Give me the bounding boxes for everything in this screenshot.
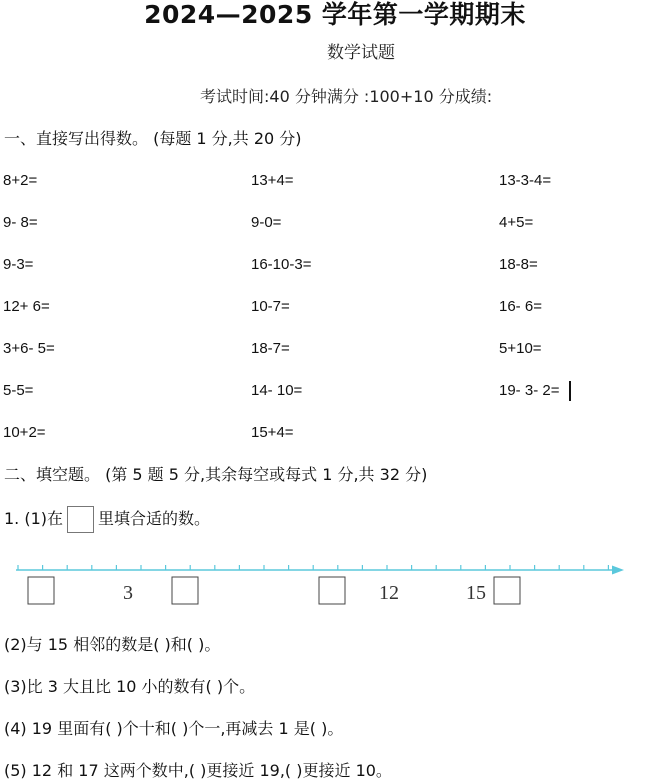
calc-item: 16- 6= xyxy=(499,298,542,315)
question-1-suffix: 里填合适的数。 xyxy=(98,509,211,528)
calc-item-with-cursor[interactable] xyxy=(499,380,571,402)
question-3: (3)比 3 大且比 10 小的数有( )个。 xyxy=(4,677,256,696)
question-4: (4) 19 里面有( )个十和( )个一,再减去 1 是( )。 xyxy=(4,719,344,738)
calc-row xyxy=(3,422,663,464)
calc-item: 10+2= xyxy=(3,424,46,441)
question-2: (2)与 15 相邻的数是( )和( )。 xyxy=(4,635,221,654)
number-line-label-15: 15 xyxy=(466,582,486,604)
number-line xyxy=(0,556,670,616)
answer-box-3[interactable] xyxy=(319,577,345,604)
calc-item: 9-3= xyxy=(3,256,34,273)
calc-row xyxy=(3,380,663,422)
calc-item: 16-10-3= xyxy=(251,256,312,273)
calc-item: 18-8= xyxy=(499,256,538,273)
section-1-heading: 一、直接写出得数。 (每题 1 分,共 20 分) xyxy=(4,129,302,148)
calc-item: 9- 8= xyxy=(3,214,38,231)
question-1-prefix: 1. (1)在 xyxy=(4,509,64,528)
calculation-grid xyxy=(3,170,663,464)
answer-box-sample xyxy=(67,506,94,533)
answer-box-2[interactable] xyxy=(172,577,198,604)
calc-item: 13-3-4= xyxy=(499,172,552,189)
answer-box-1[interactable] xyxy=(28,577,54,604)
calc-item: 4+5= xyxy=(499,214,534,231)
calc-row xyxy=(3,338,663,380)
calc-row xyxy=(3,212,663,254)
calc-row xyxy=(3,296,663,338)
question-1 xyxy=(4,506,210,533)
calc-item: 5-5= xyxy=(3,382,34,399)
number-line-label-12: 12 xyxy=(379,582,399,604)
exam-title: 2024—2025 学年第一学期期末 xyxy=(144,0,526,29)
calc-item: 13+4= xyxy=(251,172,294,189)
answer-box-4[interactable] xyxy=(494,577,520,604)
number-line-label-3: 3 xyxy=(123,582,133,604)
question-5: (5) 12 和 17 这两个数中,( )更接近 19,( )更接近 10。 xyxy=(4,761,392,780)
text-cursor xyxy=(569,381,571,401)
calc-item: 15+4= xyxy=(251,424,294,441)
calc-row xyxy=(3,254,663,296)
number-line-arrow xyxy=(612,566,624,575)
calc-item: 12+ 6= xyxy=(3,298,50,315)
calc-item: 9-0= xyxy=(251,214,282,231)
calc-item: 14- 10= xyxy=(251,382,303,399)
calc-item: 18-7= xyxy=(251,340,290,357)
section-2-heading: 二、填空题。 (第 5 题 5 分,其余每空或每式 1 分,共 32 分) xyxy=(4,465,428,484)
calc-item: 8+2= xyxy=(3,172,38,189)
calc-item: 3+6- 5= xyxy=(3,340,55,357)
calc-row xyxy=(3,170,663,212)
calc-item: 10-7= xyxy=(251,298,290,315)
exam-subtitle: 数学试题 xyxy=(327,43,395,63)
calc-item: 5+10= xyxy=(499,340,542,357)
calc-item-text: 19- 3- 2= xyxy=(499,382,560,399)
exam-info: 考试时间:40 分钟满分 :100+10 分成绩: xyxy=(200,87,493,106)
